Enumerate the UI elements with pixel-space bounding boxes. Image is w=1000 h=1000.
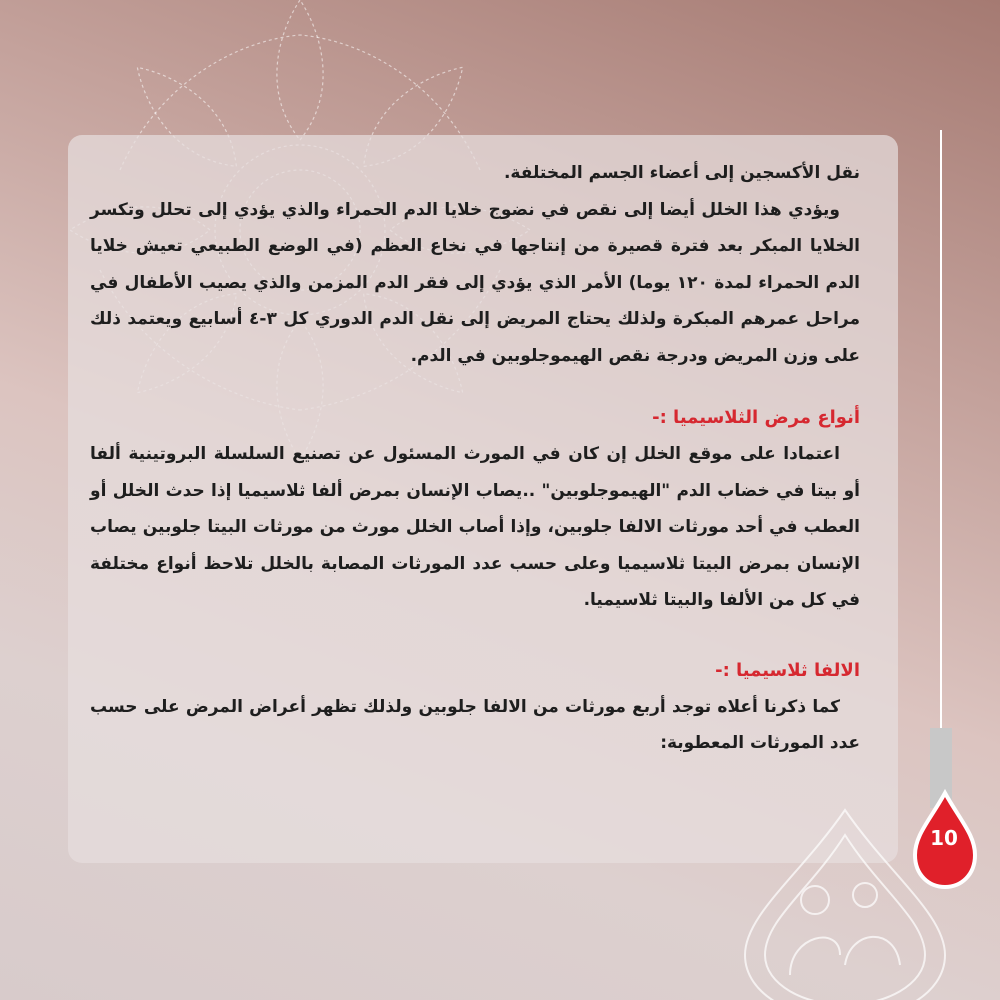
- article-body: [90, 155, 860, 762]
- page-number: 10: [930, 826, 958, 850]
- paragraph-hemolysis: ويؤدي هذا الخلل أيضا إلى نقص في نضوج خلايا الدم الحمراء والذي يؤدي إلى تحلل وتكسر الخلايا المبكر بعد فترة قصيرة من إنتاجها في نخاع العظم (في الوضع الطبيعي تعيش خلايا الدم الحمراء لمدة ١٢٠ يوما) الأمر الذي يؤدي إلى فقر الدم المزمن والذي يصيب الأطفال في مراحل عمرهم المبكرة ولذلك يحتاج المريض إلى نقل الدم الدوري كل ٣-٤ أسابيع ويعتمد ذلك على وزن المريض ودرجة نقص الهيموجلوبين في الدم.: [90, 199, 860, 366]
- heading-alpha-thalassemia: الالفا ثلاسيميا :-: [715, 659, 860, 681]
- paragraph-oxygen: نقل الأكسجين إلى أعضاء الجسم المختلفة.: [503, 163, 860, 183]
- paragraph-alpha: كما ذكرنا أعلاه توجد أربع مورثات من الالفا جلوبين ولذلك تظهر أعراض المرض على حسب عدد المورثات المعطوبة:: [90, 696, 860, 753]
- paragraph-types: اعتمادا على موقع الخلل إن كان في المورث المسئول عن تصنيع السلسلة البروتينية ألفا أو بيتا في خضاب الدم "الهيموجلوبين" ..يصاب الإنسان بمرض ألفا ثلاسيميا إذا حدث الخلل أو العطب في أحد مورثات الالفا جلوبين، وإذا أصاب الخلل مورث من مورثات البيتا جلوبين يصاب الإنسان بمرض البيتا ثلاسيميا وعلى حسب عدد المورثات المصابة بالخلل تلاحظ أنواع مختلفة في كل من الألفا والبيتا ثلاسيميا.: [90, 444, 860, 610]
- side-divider-line: [940, 130, 942, 780]
- heading-thalassemia-types: أنواع مرض الثلاسيميا :-: [652, 407, 860, 428]
